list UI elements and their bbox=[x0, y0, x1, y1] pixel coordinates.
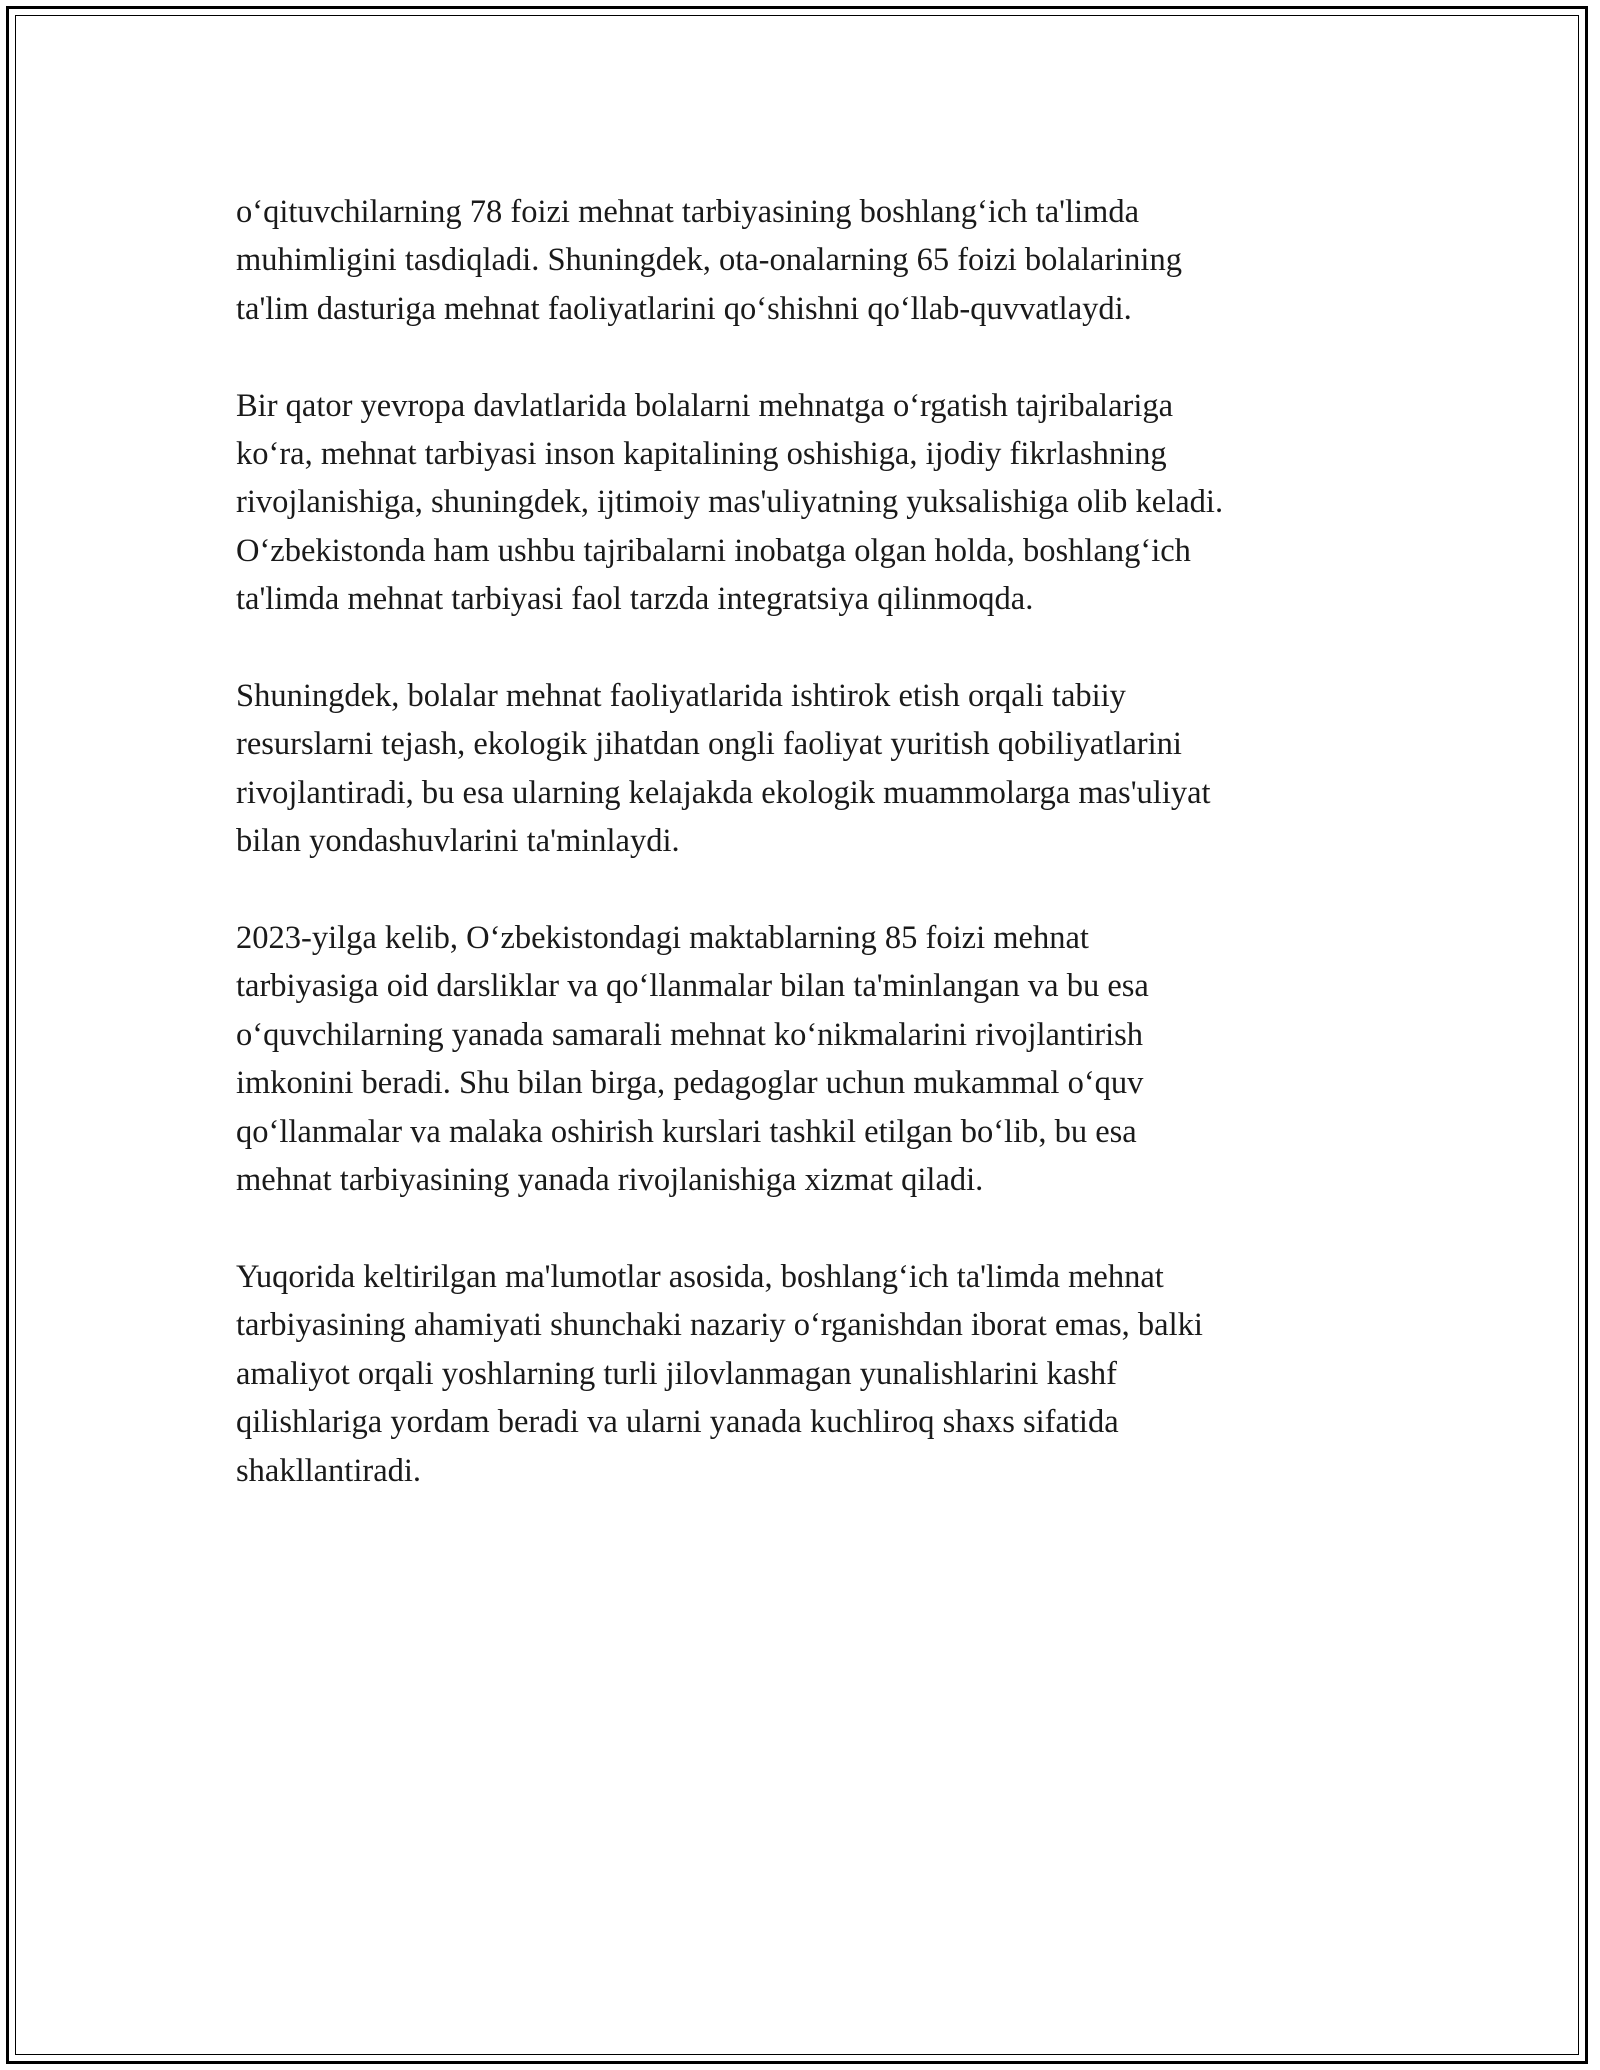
document-body bbox=[236, 188, 1386, 1543]
paragraph-5: Yuqorida keltirilgan ma'lumotlar asosida, boshlang‘ich ta'limda mehnat tarbiyasining ahamiyati shunchaki nazariy o‘rganishdan iborat emas, balki amaliyot orqali yoshlarning turli jilovlanmagan yunalishlarini kashf qilishlariga yordam beradi va ularni yanada kuchliroq shaxs sifatida shakllantiradi. bbox=[236, 1258, 1203, 1489]
paragraph-3: Shuningdek, bolalar mehnat faoliyatlarida ishtirok etish orqali tabiiy resurslarni tejash, ekologik jihatdan ongli faoliyat yuritish qobiliyatlarini rivojlantiradi, bu esa ularning kelajakda ekologik muammolarga mas'uliyat bilan yondashuvlarini ta'minlaydi. bbox=[236, 678, 1211, 860]
paragraph-2: Bir qator yevropa davlatlarida bolalarni mehnatga o‘rgatish tajribalariga ko‘ra, mehnat tarbiyasi inson kapitalining oshishiga, ijodiy fikrlashning rivojlanishiga, shuningdek, ijtimoiy mas'uliyatning yuksalishiga olib keladi. O‘zbekistonda ham ushbu tajribalarni inobatga olgan holda, boshlang‘ich ta'limda mehnat tarbiyasi faol tarzda integratsiya qilinmoqda. bbox=[236, 387, 1224, 618]
paragraph-1: o‘qituvchilarning 78 foizi mehnat tarbiyasining boshlang‘ich ta'limda muhimligini tasdiqladi. Shuningdek, ota-onalarning 65 foizi bolalarining ta'lim dasturiga mehnat faoliyatlarini qo‘shishni qo‘llab-quvvatlaydi. bbox=[236, 194, 1182, 327]
paragraph-4: 2023-yilga kelib, O‘zbekistondagi maktablarning 85 foizi mehnat tarbiyasiga oid darsliklar va qo‘llanmalar bilan ta'minlangan va bu esa o‘quvchilarning yanada samarali mehnat ko‘nikmalarini rivojlantirish imkonini beradi. Shu bilan birga, pedagoglar uchun mukammal o‘quv qo‘llanmalar va malaka oshirish kurslari tashkil etilgan bo‘lib, bu esa mehnat tarbiyasining yanada rivojlanishiga xizmat qiladi. bbox=[236, 920, 1149, 1199]
